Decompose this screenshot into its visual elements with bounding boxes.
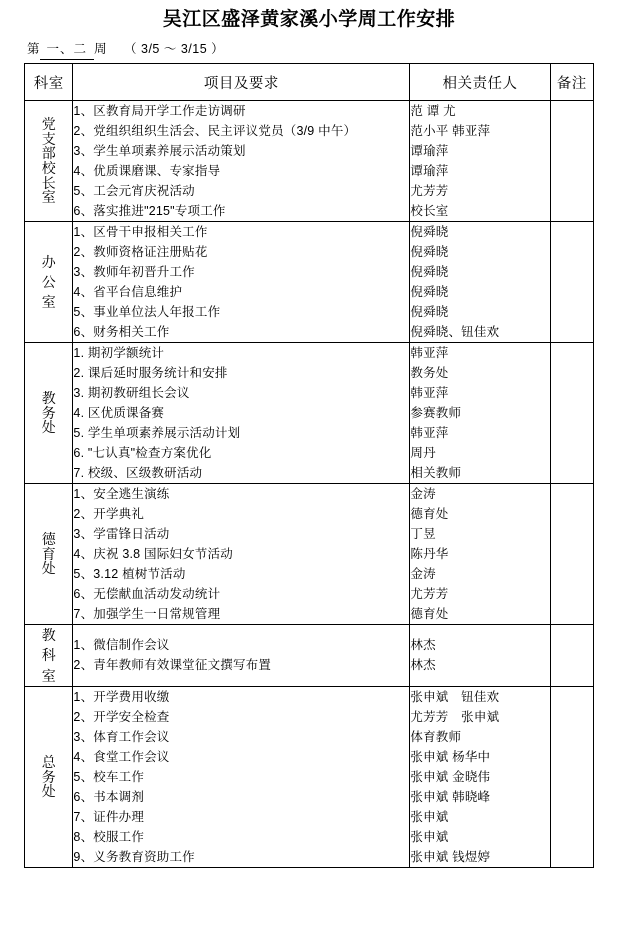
department-label — [25, 755, 72, 799]
list-item: 3. 期初教研组长会议 — [73, 386, 190, 400]
table-row — [25, 222, 594, 343]
list-item: 6、书本调剂 — [73, 789, 145, 804]
list-item: 尤芳芳 — [410, 587, 449, 601]
list-item: 金涛 — [410, 567, 436, 581]
list-item: 范 谭 尤 — [410, 104, 456, 118]
list-item: 1、区教育局开学工作走访调研 — [73, 104, 246, 118]
list-item: 校长室 — [410, 204, 449, 218]
column-header-person: 相关责任人 — [410, 64, 550, 101]
column-header-note: 备注 — [550, 64, 593, 101]
item-list — [73, 343, 409, 483]
department-label-char: 公 — [41, 273, 56, 290]
person-cell — [410, 625, 550, 687]
list-item: 1、区骨干申报相关工作 — [73, 225, 208, 239]
list-item: 5、校车工作 — [73, 769, 145, 784]
list-item: 5、3.12 植树节活动 — [73, 567, 186, 581]
department-label-char: 支 — [41, 130, 56, 147]
weekly-schedule-table — [24, 63, 594, 868]
date-range-value: （ 3/5 ～ 3/15 ） — [124, 42, 225, 56]
department-label-char: 处 — [41, 560, 56, 577]
list-item: 2、青年教师有效课堂征文撰写布置 — [73, 658, 272, 673]
list-item: 林杰 — [410, 658, 436, 673]
list-item: 丁昱 — [410, 527, 436, 541]
list-item: 张申斌 钱煜婷 — [410, 849, 491, 864]
person-list — [410, 222, 549, 342]
table-row — [25, 101, 594, 222]
note-cell — [550, 343, 593, 484]
department-label-char: 党 — [41, 115, 56, 132]
list-item: 倪舜晓 — [410, 225, 449, 239]
list-item: 6、落实推进"215"专项工作 — [73, 204, 226, 218]
person-cell — [410, 343, 550, 484]
list-item: 范小平 韩亚萍 — [410, 124, 491, 138]
item-list — [73, 635, 409, 675]
list-item: 张申斌 杨华中 — [410, 749, 491, 764]
list-item: 3、教师年初晋升工作 — [73, 265, 195, 279]
list-item: 3、学雷锋日活动 — [73, 527, 170, 541]
list-item: 4、省平台信息维护 — [73, 285, 183, 299]
person-cell — [410, 686, 550, 867]
list-item: 参赛教师 — [410, 406, 462, 420]
list-item: 教务处 — [410, 366, 449, 380]
list-item: 德育处 — [410, 607, 449, 621]
department-label — [25, 391, 72, 435]
list-item: 4、食堂工作会议 — [73, 749, 170, 764]
list-item: 倪舜晓 — [410, 245, 449, 259]
page-title: 吴江区盛泽黄家溪小学周工作安排 — [162, 9, 456, 30]
items-cell — [73, 101, 410, 222]
person-cell — [410, 484, 550, 625]
department-cell — [25, 686, 73, 867]
list-item: 张申斌 — [410, 829, 449, 844]
list-item: 张申斌 韩晓峰 — [410, 789, 491, 804]
list-item: 体育教师 — [410, 729, 462, 744]
table-row — [25, 686, 594, 867]
department-label-char: 处 — [41, 783, 56, 800]
table-row — [25, 343, 594, 484]
item-list — [73, 484, 409, 624]
department-label-char: 部 — [41, 145, 56, 162]
table-header-row — [25, 64, 594, 101]
list-item: 9、义务教育资助工作 — [73, 849, 195, 864]
week-prefix-label: 第 — [27, 42, 40, 56]
list-item: 7、加强学生一日常规管理 — [73, 607, 221, 621]
department-label-char: 室 — [41, 189, 56, 206]
list-item: 2、开学安全检查 — [73, 709, 170, 724]
department-label-char: 务 — [41, 768, 56, 785]
department-label-char: 校 — [41, 160, 56, 176]
week-range-line — [24, 35, 594, 63]
list-item: 2. 课后延时服务统计和安排 — [73, 366, 228, 380]
list-item: 韩亚萍 — [410, 346, 449, 360]
column-header-items: 项目及要求 — [73, 64, 410, 101]
note-cell — [550, 101, 593, 222]
list-item: 德育处 — [410, 507, 449, 521]
list-item: 1. 期初学额统计 — [73, 346, 165, 360]
department-label-char: 教 — [41, 389, 56, 406]
department-label-char: 德 — [41, 530, 56, 547]
list-item: 倪舜晓 — [410, 285, 449, 299]
department-label-char: 室 — [41, 667, 56, 684]
list-item: 5. 学生单项素养展示活动计划 — [73, 426, 241, 440]
list-item: 8、校服工作 — [73, 829, 145, 844]
department-cell — [25, 625, 73, 687]
list-item: 张申斌 — [410, 809, 449, 824]
department-label — [25, 625, 72, 686]
list-item: 周丹 — [410, 446, 436, 460]
note-cell — [550, 625, 593, 687]
department-cell — [25, 343, 73, 484]
person-cell — [410, 222, 550, 343]
list-item: 谭瑜萍 — [410, 144, 449, 158]
department-label-char: 长 — [41, 174, 56, 191]
list-item: 3、学生单项素养展示活动策划 — [73, 144, 246, 158]
list-item: 4、庆祝 3.8 国际妇女节活动 — [73, 547, 233, 561]
department-cell — [25, 222, 73, 343]
list-item: 张申斌 金晓伟 — [410, 769, 491, 784]
list-item: 1、开学费用收缴 — [73, 689, 170, 704]
department-label-char: 总 — [41, 753, 56, 770]
table-row — [25, 484, 594, 625]
department-label — [25, 252, 72, 313]
list-item: 2、开学典礼 — [73, 507, 145, 521]
items-cell — [73, 686, 410, 867]
list-item: 林杰 — [410, 638, 436, 653]
items-cell — [73, 343, 410, 484]
list-item: 6. "七认真"检查方案优化 — [73, 446, 212, 460]
person-cell — [410, 101, 550, 222]
list-item: 尤芳芳 — [410, 184, 449, 198]
list-item: 相关教师 — [410, 466, 462, 480]
department-label-char: 务 — [41, 404, 56, 421]
list-item: 2、党组织组织生活会、民主评议党员（3/9 中午） — [73, 124, 357, 138]
department-label — [25, 117, 72, 205]
item-list — [73, 222, 409, 342]
list-item: 6、无偿献血活动发动统计 — [73, 587, 221, 601]
department-label-char: 科 — [41, 647, 56, 664]
list-item: 倪舜晓、钮佳欢 — [410, 325, 500, 339]
list-item: 倪舜晓 — [410, 305, 449, 319]
person-list — [410, 101, 549, 221]
list-item: 1、安全逃生演练 — [73, 487, 170, 501]
list-item: 谭瑜萍 — [410, 164, 449, 178]
list-item: 倪舜晓 — [410, 265, 449, 279]
person-list — [410, 687, 549, 867]
department-cell — [25, 101, 73, 222]
list-item: 张申斌 钮佳欢 — [410, 689, 500, 704]
department-cell — [25, 484, 73, 625]
list-item: 1、微信制作会议 — [73, 638, 170, 653]
list-item: 韩亚萍 — [410, 426, 449, 440]
department-label-char: 教 — [41, 627, 56, 643]
list-item: 金涛 — [410, 487, 436, 501]
department-label-char: 育 — [41, 545, 56, 562]
note-cell — [550, 222, 593, 343]
items-cell — [73, 484, 410, 625]
department-label-char: 处 — [41, 419, 56, 436]
list-item: 3、体育工作会议 — [73, 729, 170, 744]
items-cell — [73, 222, 410, 343]
list-item: 4. 区优质课备赛 — [73, 406, 165, 420]
person-list — [410, 635, 549, 675]
list-item: 5、工会元宵庆祝活动 — [73, 184, 195, 198]
department-label-char: 室 — [41, 294, 56, 311]
week-suffix-label: 周 — [94, 42, 107, 56]
person-list — [410, 343, 549, 483]
items-cell — [73, 625, 410, 687]
column-header-department: 科室 — [25, 64, 73, 101]
item-list — [73, 687, 409, 867]
week-number-value: 一、二 — [40, 39, 95, 60]
list-item: 2、教师资格证注册贴花 — [73, 245, 208, 259]
list-item: 7. 校级、区级教研活动 — [73, 466, 203, 480]
item-list — [73, 101, 409, 221]
list-item: 韩亚萍 — [410, 386, 449, 400]
list-item: 尤芳芳 张申斌 — [410, 709, 500, 724]
list-item: 陈丹华 — [410, 547, 449, 561]
note-cell — [550, 686, 593, 867]
department-label — [25, 532, 72, 576]
department-label-char: 办 — [41, 253, 56, 270]
note-cell — [550, 484, 593, 625]
table-row — [25, 625, 594, 687]
list-item: 6、财务相关工作 — [73, 325, 170, 339]
list-item: 7、证件办理 — [73, 809, 145, 824]
list-item: 5、事业单位法人年报工作 — [73, 305, 221, 319]
person-list — [410, 484, 549, 624]
list-item: 4、优质课磨课、专家指导 — [73, 164, 221, 178]
